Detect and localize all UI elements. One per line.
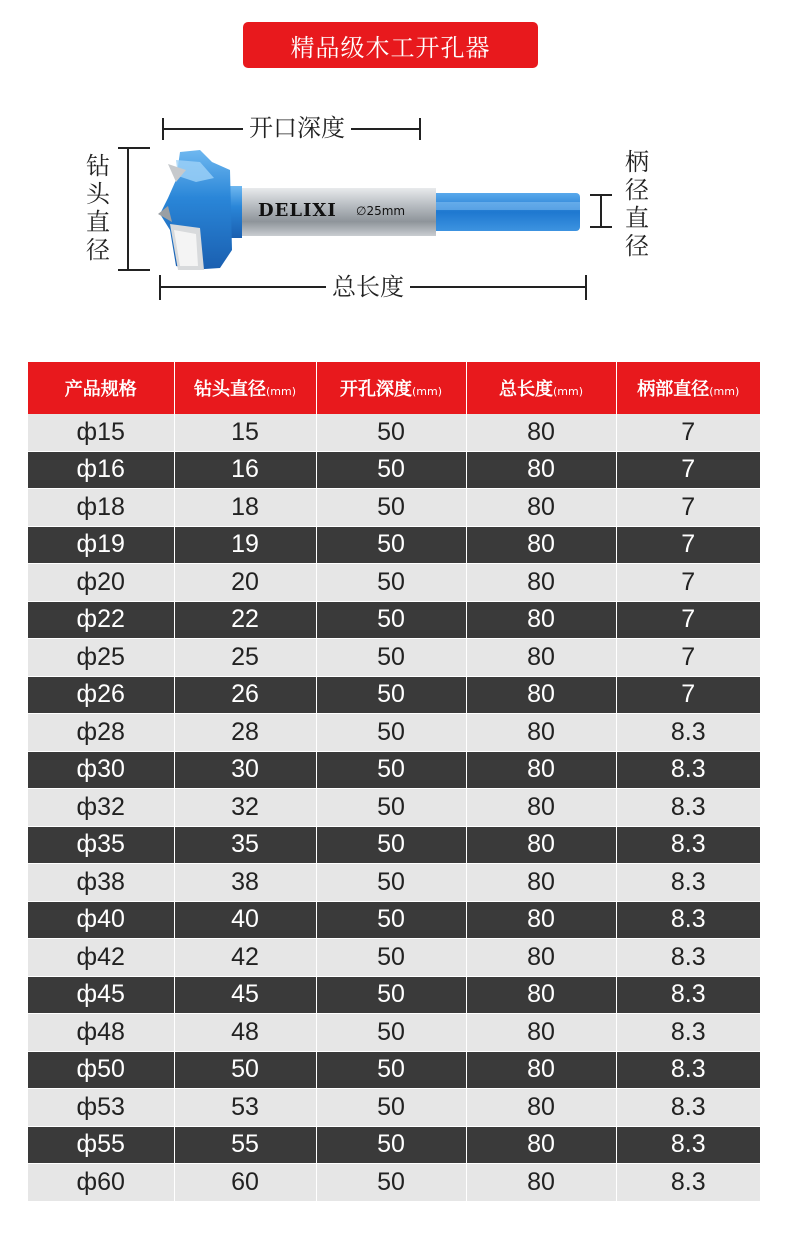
- cell-opening-depth: 50: [316, 714, 466, 752]
- cell-shank-diameter: 8.3: [616, 864, 760, 902]
- cell-total-length: 80: [466, 714, 616, 752]
- cell-opening-depth: 50: [316, 489, 466, 527]
- table-row: [28, 864, 760, 902]
- cell-shank-diameter: 8.3: [616, 1089, 760, 1127]
- cell-shank-diameter: 7: [616, 414, 760, 451]
- cell-head-diameter: 32: [174, 789, 316, 827]
- table-row: [28, 714, 760, 752]
- cell-total-length: 80: [466, 939, 616, 977]
- cell-shank-diameter: 7: [616, 451, 760, 489]
- table-row: [28, 1014, 760, 1052]
- cell-shank-diameter: 8.3: [616, 1014, 760, 1052]
- table-row: [28, 564, 760, 602]
- head-diameter-label: 钻 头 直 径: [86, 152, 110, 264]
- cell-spec: ф42: [28, 939, 174, 977]
- cell-opening-depth: 50: [316, 601, 466, 639]
- cell-opening-depth: 50: [316, 1089, 466, 1127]
- cell-total-length: 80: [466, 1164, 616, 1202]
- cell-shank-diameter: 7: [616, 489, 760, 527]
- cell-head-diameter: 35: [174, 826, 316, 864]
- cell-spec: ф60: [28, 1164, 174, 1202]
- cell-spec: ф25: [28, 639, 174, 677]
- table-row: [28, 751, 760, 789]
- cell-opening-depth: 50: [316, 939, 466, 977]
- cell-opening-depth: 50: [316, 564, 466, 602]
- table-row: [28, 789, 760, 827]
- table-row: [28, 489, 760, 527]
- cell-spec: ф45: [28, 976, 174, 1014]
- cell-opening-depth: 50: [316, 1014, 466, 1052]
- table-header-row: [28, 362, 760, 414]
- cell-opening-depth: 50: [316, 526, 466, 564]
- cell-shank-diameter: 7: [616, 564, 760, 602]
- cell-opening-depth: 50: [316, 414, 466, 451]
- header-head-diameter: 钻头直径(mm): [174, 362, 316, 414]
- cell-opening-depth: 50: [316, 1126, 466, 1164]
- cell-head-diameter: 16: [174, 451, 316, 489]
- cell-opening-depth: 50: [316, 826, 466, 864]
- cell-opening-depth: 50: [316, 751, 466, 789]
- cell-head-diameter: 53: [174, 1089, 316, 1127]
- cell-opening-depth: 50: [316, 676, 466, 714]
- cell-total-length: 80: [466, 601, 616, 639]
- cell-head-diameter: 20: [174, 564, 316, 602]
- cell-total-length: 80: [466, 1014, 616, 1052]
- cell-shank-diameter: 8.3: [616, 939, 760, 977]
- cell-spec: ф15: [28, 414, 174, 451]
- cell-head-diameter: 42: [174, 939, 316, 977]
- cell-shank-diameter: 8.3: [616, 751, 760, 789]
- cell-opening-depth: 50: [316, 451, 466, 489]
- table-row: [28, 676, 760, 714]
- cell-spec: ф20: [28, 564, 174, 602]
- cell-spec: ф28: [28, 714, 174, 752]
- cell-shank-diameter: 8.3: [616, 1164, 760, 1202]
- cell-total-length: 80: [466, 789, 616, 827]
- cell-opening-depth: 50: [316, 901, 466, 939]
- cell-total-length: 80: [466, 864, 616, 902]
- cell-total-length: 80: [466, 826, 616, 864]
- cell-head-diameter: 28: [174, 714, 316, 752]
- cell-head-diameter: 19: [174, 526, 316, 564]
- cell-spec: ф38: [28, 864, 174, 902]
- cell-spec: ф32: [28, 789, 174, 827]
- cell-shank-diameter: 8.3: [616, 789, 760, 827]
- cell-total-length: 80: [466, 414, 616, 451]
- cell-spec: ф40: [28, 901, 174, 939]
- table-row: [28, 1051, 760, 1089]
- cell-head-diameter: 18: [174, 489, 316, 527]
- cell-total-length: 80: [466, 639, 616, 677]
- table-row: [28, 939, 760, 977]
- cell-head-diameter: 60: [174, 1164, 316, 1202]
- cell-total-length: 80: [466, 1051, 616, 1089]
- cell-total-length: 80: [466, 976, 616, 1014]
- drill-bit-diagram: [0, 90, 790, 320]
- cell-head-diameter: 22: [174, 601, 316, 639]
- cell-opening-depth: 50: [316, 976, 466, 1014]
- table-row: [28, 414, 760, 451]
- spec-table: [28, 362, 760, 1202]
- table-row: [28, 1164, 760, 1202]
- cell-total-length: 80: [466, 564, 616, 602]
- cell-spec: ф53: [28, 1089, 174, 1127]
- cell-total-length: 80: [466, 676, 616, 714]
- header-opening-depth: 开孔深度(mm): [316, 362, 466, 414]
- cell-shank-diameter: 7: [616, 676, 760, 714]
- cell-opening-depth: 50: [316, 864, 466, 902]
- total-length-label: 总长度: [326, 275, 410, 299]
- cell-spec: ф50: [28, 1051, 174, 1089]
- table-row: [28, 526, 760, 564]
- table-row: [28, 826, 760, 864]
- cell-shank-diameter: 8.3: [616, 1126, 760, 1164]
- cell-total-length: 80: [466, 1089, 616, 1127]
- cell-total-length: 80: [466, 451, 616, 489]
- cell-opening-depth: 50: [316, 639, 466, 677]
- cell-shank-diameter: 8.3: [616, 1051, 760, 1089]
- page-title: 精品级木工开孔器: [243, 22, 538, 68]
- shank-diameter-label: 柄 径 直 径: [625, 148, 649, 260]
- table-row: [28, 451, 760, 489]
- cell-head-diameter: 50: [174, 1051, 316, 1089]
- opening-depth-label: 开口深度: [243, 116, 351, 140]
- cell-head-diameter: 30: [174, 751, 316, 789]
- cell-head-diameter: 48: [174, 1014, 316, 1052]
- cell-opening-depth: 50: [316, 1164, 466, 1202]
- cell-head-diameter: 15: [174, 414, 316, 451]
- cell-opening-depth: 50: [316, 789, 466, 827]
- header-total-length: 总长度(mm): [466, 362, 616, 414]
- table-row: [28, 639, 760, 677]
- cell-spec: ф19: [28, 526, 174, 564]
- cell-spec: ф16: [28, 451, 174, 489]
- table-row: [28, 901, 760, 939]
- cell-spec: ф22: [28, 601, 174, 639]
- cell-head-diameter: 45: [174, 976, 316, 1014]
- cell-shank-diameter: 8.3: [616, 976, 760, 1014]
- cell-head-diameter: 26: [174, 676, 316, 714]
- cell-total-length: 80: [466, 526, 616, 564]
- cell-total-length: 80: [466, 1126, 616, 1164]
- table-row: [28, 1126, 760, 1164]
- cell-total-length: 80: [466, 489, 616, 527]
- cell-shank-diameter: 7: [616, 601, 760, 639]
- spec-table-body: [28, 414, 760, 1201]
- cell-spec: ф30: [28, 751, 174, 789]
- cell-shank-diameter: 8.3: [616, 826, 760, 864]
- table-row: [28, 1089, 760, 1127]
- cell-shank-diameter: 8.3: [616, 901, 760, 939]
- cell-spec: ф55: [28, 1126, 174, 1164]
- cell-opening-depth: 50: [316, 1051, 466, 1089]
- cell-total-length: 80: [466, 901, 616, 939]
- header-shank-diameter: 柄部直径(mm): [616, 362, 760, 414]
- cell-spec: ф26: [28, 676, 174, 714]
- cell-shank-diameter: 8.3: [616, 714, 760, 752]
- size-mark: ∅25mm: [356, 204, 406, 218]
- cell-head-diameter: 40: [174, 901, 316, 939]
- brand-logo: DELIXI: [258, 200, 337, 221]
- cell-total-length: 80: [466, 751, 616, 789]
- cell-head-diameter: 38: [174, 864, 316, 902]
- cell-spec: ф48: [28, 1014, 174, 1052]
- cell-shank-diameter: 7: [616, 639, 760, 677]
- cell-shank-diameter: 7: [616, 526, 760, 564]
- header-spec: 产品规格: [28, 362, 174, 414]
- table-row: [28, 601, 760, 639]
- cell-head-diameter: 55: [174, 1126, 316, 1164]
- cell-spec: ф18: [28, 489, 174, 527]
- cell-spec: ф35: [28, 826, 174, 864]
- table-row: [28, 976, 760, 1014]
- cell-head-diameter: 25: [174, 639, 316, 677]
